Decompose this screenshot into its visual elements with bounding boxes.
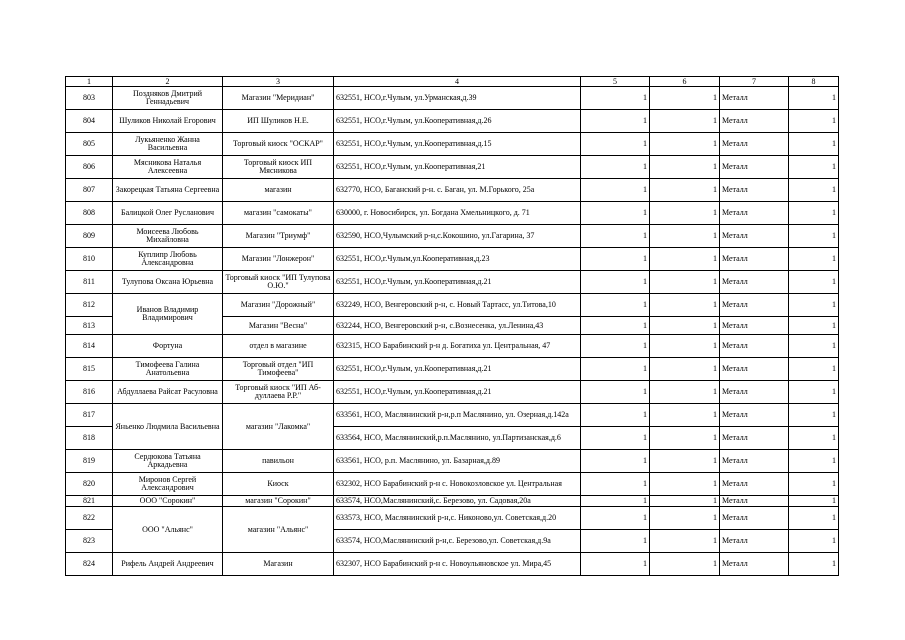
address-cell: 632770, НСО, Баганский р-н. с. Баган, ул. М.Горького, 25а <box>334 179 581 202</box>
table-row <box>66 294 839 317</box>
address-cell: 632551, НСО,г.Чулым, ул.Кооперативная,д.21 <box>334 358 581 381</box>
row-number-cell: 808 <box>66 202 113 225</box>
row-number-cell: 819 <box>66 450 113 473</box>
col5-cell: 1 <box>581 179 650 202</box>
column-number: 3 <box>223 77 334 87</box>
col6-cell: 1 <box>650 271 720 294</box>
material-cell: Металл <box>720 110 789 133</box>
col8-cell: 1 <box>789 156 839 179</box>
material-cell: Металл <box>720 496 789 507</box>
col8-cell: 1 <box>789 271 839 294</box>
address-cell: 632551, НСО,г.Чулым, ул.Урманская,д.39 <box>334 87 581 110</box>
col5-cell: 1 <box>581 294 650 317</box>
owner-cell: Миронов Сергей Александрович <box>113 473 223 496</box>
object-cell: Торговый киоск "ИП Аб-дуллаева Р.Р." <box>223 381 334 404</box>
address-cell: 632302, НСО Барабинский р-н с. Новокозловское ул. Центральная <box>334 473 581 496</box>
object-cell: Магазин "Весна" <box>223 317 334 335</box>
col8-cell: 1 <box>789 110 839 133</box>
col6-cell: 1 <box>650 358 720 381</box>
col5-cell: 1 <box>581 507 650 530</box>
col6-cell: 1 <box>650 179 720 202</box>
material-cell: Металл <box>720 87 789 110</box>
col5-cell: 1 <box>581 381 650 404</box>
column-number: 4 <box>334 77 581 87</box>
row-number-cell: 822 <box>66 507 113 530</box>
row-number-cell: 805 <box>66 133 113 156</box>
object-cell: Торговый киоск "ОСКАР" <box>223 133 334 156</box>
owner-cell: Шуликов Николай Егорович <box>113 110 223 133</box>
row-number-cell: 812 <box>66 294 113 317</box>
material-cell: Металл <box>720 358 789 381</box>
table-row <box>66 496 839 507</box>
owner-cell: Балицкой Олег Русланович <box>113 202 223 225</box>
column-number: 8 <box>789 77 839 87</box>
col5-cell: 1 <box>581 427 650 450</box>
col6-cell: 1 <box>650 294 720 317</box>
col6-cell: 1 <box>650 404 720 427</box>
col6-cell: 1 <box>650 507 720 530</box>
col8-cell: 1 <box>789 427 839 450</box>
table-row <box>66 507 839 530</box>
row-number-cell: 821 <box>66 496 113 507</box>
object-cell: Торговый киоск ИП Мясникова <box>223 156 334 179</box>
material-cell: Металл <box>720 404 789 427</box>
material-cell: Металл <box>720 427 789 450</box>
object-cell: ИП Шуликов Н.Е. <box>223 110 334 133</box>
address-cell: 633564, НСО, Маслянинский,р.п.Маслянино, ул.Партизанская,д.6 <box>334 427 581 450</box>
column-number: 6 <box>650 77 720 87</box>
table-row <box>66 225 839 248</box>
address-cell: 632551, НСО,г.Чулым, ул.Кооперативная,д.26 <box>334 110 581 133</box>
col8-cell: 1 <box>789 450 839 473</box>
col8-cell: 1 <box>789 335 839 358</box>
object-cell: павильон <box>223 450 334 473</box>
row-number-cell: 807 <box>66 179 113 202</box>
material-cell: Металл <box>720 248 789 271</box>
address-cell: 632249, НСО, Венгеровский р-н, с. Новый Тартасс, ул.Титова,10 <box>334 294 581 317</box>
column-number: 5 <box>581 77 650 87</box>
address-cell: 633574, НСО,Маслянинский,с. Березово, ул. Садовая,20а <box>334 496 581 507</box>
owner-cell: Иванов Владимир Владимирович <box>113 294 223 335</box>
row-number-cell: 824 <box>66 553 113 576</box>
row-number-cell: 804 <box>66 110 113 133</box>
row-number-cell: 815 <box>66 358 113 381</box>
object-cell: магазин "Лакомка" <box>223 404 334 450</box>
table-row <box>66 271 839 294</box>
column-number: 2 <box>113 77 223 87</box>
col5-cell: 1 <box>581 473 650 496</box>
col8-cell: 1 <box>789 358 839 381</box>
material-cell: Металл <box>720 553 789 576</box>
object-cell: отдел в магазине <box>223 335 334 358</box>
address-cell: 632551, НСО,г.Чулым, ул.Кооперативная,д.21 <box>334 381 581 404</box>
col8-cell: 1 <box>789 179 839 202</box>
material-cell: Металл <box>720 133 789 156</box>
col6-cell: 1 <box>650 133 720 156</box>
table-row <box>66 553 839 576</box>
object-cell: Магазин <box>223 553 334 576</box>
address-cell: 632307, НСО Барабинский р-н с. Новоульяновское ул. Мира,45 <box>334 553 581 576</box>
table-row <box>66 179 839 202</box>
row-number-cell: 816 <box>66 381 113 404</box>
material-cell: Металл <box>720 225 789 248</box>
col5-cell: 1 <box>581 202 650 225</box>
object-cell: магазин "Альянс" <box>223 507 334 553</box>
owner-cell: Яньенко Людмила Васильевна <box>113 404 223 450</box>
col8-cell: 1 <box>789 87 839 110</box>
material-cell: Металл <box>720 381 789 404</box>
column-number-row <box>66 77 839 87</box>
material-cell: Металл <box>720 507 789 530</box>
col8-cell: 1 <box>789 294 839 317</box>
table-row <box>66 202 839 225</box>
col5-cell: 1 <box>581 133 650 156</box>
col6-cell: 1 <box>650 317 720 335</box>
object-cell: Магазин "Дорожный" <box>223 294 334 317</box>
owner-cell: Лукьяненко Жанна Васильевна <box>113 133 223 156</box>
col5-cell: 1 <box>581 317 650 335</box>
col5-cell: 1 <box>581 87 650 110</box>
row-number-cell: 817 <box>66 404 113 427</box>
address-cell: 632315, НСО Барабинский р-н д. Богатиха ул. Центральная, 47 <box>334 335 581 358</box>
material-cell: Металл <box>720 156 789 179</box>
owner-cell: ООО "Альянс" <box>113 507 223 553</box>
material-cell: Металл <box>720 335 789 358</box>
owner-cell: Моисеева Любовь Михайловна <box>113 225 223 248</box>
table-row <box>66 87 839 110</box>
row-number-cell: 803 <box>66 87 113 110</box>
col6-cell: 1 <box>650 553 720 576</box>
owner-cell: Фортуна <box>113 335 223 358</box>
col6-cell: 1 <box>650 381 720 404</box>
col5-cell: 1 <box>581 225 650 248</box>
col6-cell: 1 <box>650 248 720 271</box>
row-number-cell: 809 <box>66 225 113 248</box>
registry-table <box>65 76 839 576</box>
col5-cell: 1 <box>581 496 650 507</box>
row-number-cell: 818 <box>66 427 113 450</box>
column-number: 7 <box>720 77 789 87</box>
owner-cell: ООО "Сорокин" <box>113 496 223 507</box>
col6-cell: 1 <box>650 496 720 507</box>
col8-cell: 1 <box>789 317 839 335</box>
address-cell: 630000, г. Новосибирск, ул. Богдана Хмельницкого, д. 71 <box>334 202 581 225</box>
col8-cell: 1 <box>789 133 839 156</box>
material-cell: Металл <box>720 473 789 496</box>
address-cell: 632590, НСО,Чулымский р-н,с.Кокошино, ул.Гагарина, 37 <box>334 225 581 248</box>
owner-cell: Тимофеева Галина Анатольевна <box>113 358 223 381</box>
col5-cell: 1 <box>581 404 650 427</box>
object-cell: магазин "Сорокин" <box>223 496 334 507</box>
table-row <box>66 335 839 358</box>
object-cell: Торговый киоск "ИП Тулупова О.Ю." <box>223 271 334 294</box>
material-cell: Металл <box>720 294 789 317</box>
col6-cell: 1 <box>650 87 720 110</box>
table-row <box>66 156 839 179</box>
owner-cell: Закорецкая Татьяна Сергеевна <box>113 179 223 202</box>
row-number-cell: 810 <box>66 248 113 271</box>
table-row <box>66 404 839 427</box>
col8-cell: 1 <box>789 381 839 404</box>
address-cell: 632551, НСО,г.Чулым, ул.Кооперативная,д.21 <box>334 271 581 294</box>
owner-cell: Куплипр Любовь Александровна <box>113 248 223 271</box>
object-cell: Киоск <box>223 473 334 496</box>
object-cell: Торговый отдел "ИП Тимофеева" <box>223 358 334 381</box>
table-row <box>66 473 839 496</box>
col6-cell: 1 <box>650 335 720 358</box>
row-number-cell: 814 <box>66 335 113 358</box>
col5-cell: 1 <box>581 358 650 381</box>
material-cell: Металл <box>720 202 789 225</box>
object-cell: магазин <box>223 179 334 202</box>
owner-cell: Рифель Андрей Андреевич <box>113 553 223 576</box>
address-cell: 632244, НСО, Венгеровский р-н, с.Вознесенка, ул.Ленина,43 <box>334 317 581 335</box>
row-number-cell: 823 <box>66 530 113 553</box>
col6-cell: 1 <box>650 427 720 450</box>
object-cell: Магазин "Триумф" <box>223 225 334 248</box>
col5-cell: 1 <box>581 450 650 473</box>
col8-cell: 1 <box>789 507 839 530</box>
col8-cell: 1 <box>789 553 839 576</box>
col8-cell: 1 <box>789 473 839 496</box>
col6-cell: 1 <box>650 473 720 496</box>
address-cell: 632551, НСО,г.Чулым,ул.Кооперативная,д.23 <box>334 248 581 271</box>
material-cell: Металл <box>720 179 789 202</box>
material-cell: Металл <box>720 530 789 553</box>
table-row <box>66 248 839 271</box>
col6-cell: 1 <box>650 530 720 553</box>
row-number-cell: 813 <box>66 317 113 335</box>
row-number-cell: 820 <box>66 473 113 496</box>
material-cell: Металл <box>720 450 789 473</box>
col5-cell: 1 <box>581 156 650 179</box>
address-cell: 633561, НСО, Маслянинский р-н,р.п Маслянино, ул. Озерная,д.142а <box>334 404 581 427</box>
col6-cell: 1 <box>650 450 720 473</box>
col5-cell: 1 <box>581 110 650 133</box>
object-cell: Магазин "Лонжерон" <box>223 248 334 271</box>
column-number: 1 <box>66 77 113 87</box>
col5-cell: 1 <box>581 248 650 271</box>
col5-cell: 1 <box>581 271 650 294</box>
owner-cell: Мясникова Наталья Алексеевна <box>113 156 223 179</box>
table-row <box>66 381 839 404</box>
owner-cell: Тулупова Оксана Юрьевна <box>113 271 223 294</box>
owner-cell: Абдуллаева Райсат Расуловна <box>113 381 223 404</box>
owner-cell: Сердюкова Татьяна Аркадьевна <box>113 450 223 473</box>
address-cell: 633573, НСО, Маслянинский р-н,с. Никоново,ул. Советская,д.20 <box>334 507 581 530</box>
table-row <box>66 450 839 473</box>
col8-cell: 1 <box>789 404 839 427</box>
address-cell: 632551, НСО,г.Чулым, ул.Кооперативная,21 <box>334 156 581 179</box>
owner-cell: Поздняков Дмитрий Геннадьевич <box>113 87 223 110</box>
col6-cell: 1 <box>650 225 720 248</box>
col6-cell: 1 <box>650 202 720 225</box>
table-row <box>66 133 839 156</box>
col8-cell: 1 <box>789 248 839 271</box>
material-cell: Металл <box>720 317 789 335</box>
address-cell: 633561, НСО, р.п. Маслянино, ул. Базарная,д.89 <box>334 450 581 473</box>
col8-cell: 1 <box>789 225 839 248</box>
table-row <box>66 110 839 133</box>
table-row <box>66 358 839 381</box>
col6-cell: 1 <box>650 110 720 133</box>
col5-cell: 1 <box>581 530 650 553</box>
col8-cell: 1 <box>789 530 839 553</box>
col5-cell: 1 <box>581 553 650 576</box>
address-cell: 633574, НСО,Маслянинский р-н,с. Березово,ул. Советская,д.9а <box>334 530 581 553</box>
col5-cell: 1 <box>581 335 650 358</box>
address-cell: 632551, НСО,г.Чулым, ул.Кооперативная,д.15 <box>334 133 581 156</box>
col8-cell: 1 <box>789 496 839 507</box>
object-cell: магазин "самокаты" <box>223 202 334 225</box>
row-number-cell: 811 <box>66 271 113 294</box>
col8-cell: 1 <box>789 202 839 225</box>
material-cell: Металл <box>720 271 789 294</box>
row-number-cell: 806 <box>66 156 113 179</box>
object-cell: Магазин "Меридиан" <box>223 87 334 110</box>
col6-cell: 1 <box>650 156 720 179</box>
